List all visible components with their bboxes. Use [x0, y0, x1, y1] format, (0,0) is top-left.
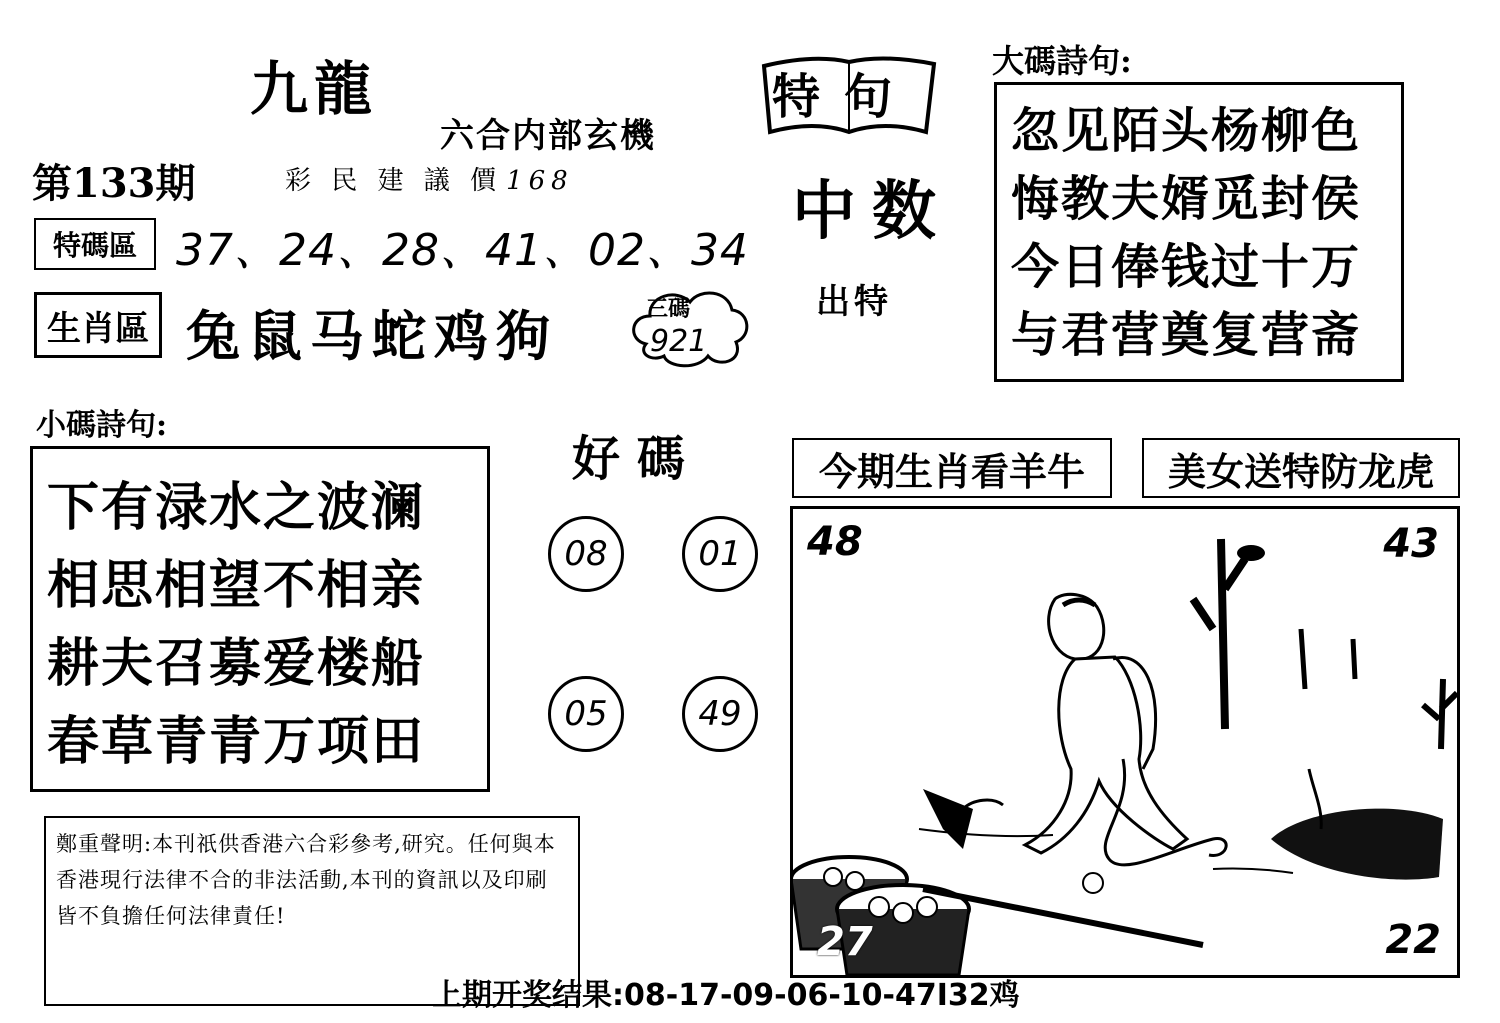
picture-panel [790, 506, 1460, 978]
good-number-4: 49 [682, 676, 758, 752]
big-poem-line-1: 忽见陌头杨柳色 [1011, 103, 1362, 159]
small-poem-line-2: 相思相望不相亲 [47, 555, 426, 616]
good-number-2: 01 [682, 516, 758, 592]
special-numbers: 37、24、28、41、02、34 [176, 225, 749, 276]
subtitle: 六合内部玄機 [440, 116, 656, 156]
picture-number-top-left: 48 [807, 519, 863, 565]
price-label-text: 彩 民 建 議 價 [285, 166, 503, 196]
teju-label: 特句 [772, 69, 917, 125]
monkey-illustration [793, 509, 1457, 975]
good-number-3: 05 [548, 676, 624, 752]
cloud-label: 三碼 [646, 296, 691, 322]
picture-number-bottom-left: 27 [817, 919, 873, 965]
disclaimer-text: 鄭重聲明:本刊祇供香港六合彩參考,研究。任何與本香港現行法律不合的非法活動,本刊的資訊以及印刷皆不負擔任何法律責任! [56, 832, 556, 928]
small-poem-label: 小碼詩句: [36, 408, 168, 443]
zodiac-animals: 兔鼠马蛇鸡狗 [186, 304, 558, 368]
last-result: 上期开奖结果:08-17-09-06-10-47I32鸡 [432, 978, 1020, 1013]
big-poem-box [994, 82, 1404, 382]
cloud-value: 921 [650, 324, 708, 359]
hint-left: 今期生肖看羊牛 [792, 438, 1112, 498]
big-poem-label: 大碼詩句: [992, 42, 1132, 80]
teju-answer: 中数 [792, 174, 952, 249]
picture-number-bottom-right: 22 [1385, 917, 1441, 963]
small-poem-box [30, 446, 490, 792]
price-label [285, 160, 574, 197]
good-number-1: 08 [548, 516, 624, 592]
good-numbers-label: 好 碼 [572, 431, 685, 487]
teju-note: 出特 [816, 282, 892, 322]
small-poem-line-1: 下有渌水之波澜 [47, 477, 426, 538]
main-title: 九龍 [250, 55, 379, 123]
small-poem-line-4: 春草青青万项田 [47, 711, 426, 772]
big-poem-line-3: 今日俸钱过十万 [1011, 239, 1362, 295]
hint-right: 美女送特防龙虎 [1142, 438, 1460, 498]
zodiac-zone-label: 生肖區 [34, 292, 162, 358]
big-poem-line-2: 悔教夫婿觅封侯 [1011, 171, 1362, 227]
picture-number-top-right: 43 [1383, 521, 1439, 567]
small-poem-line-3: 耕夫召募爱楼船 [47, 633, 426, 694]
special-zone-label: 特碼區 [34, 218, 156, 270]
big-poem-line-4: 与君营奠复营斋 [1011, 307, 1362, 363]
price-value: 168 [506, 166, 574, 196]
issue-number: 第133期 [32, 160, 196, 207]
